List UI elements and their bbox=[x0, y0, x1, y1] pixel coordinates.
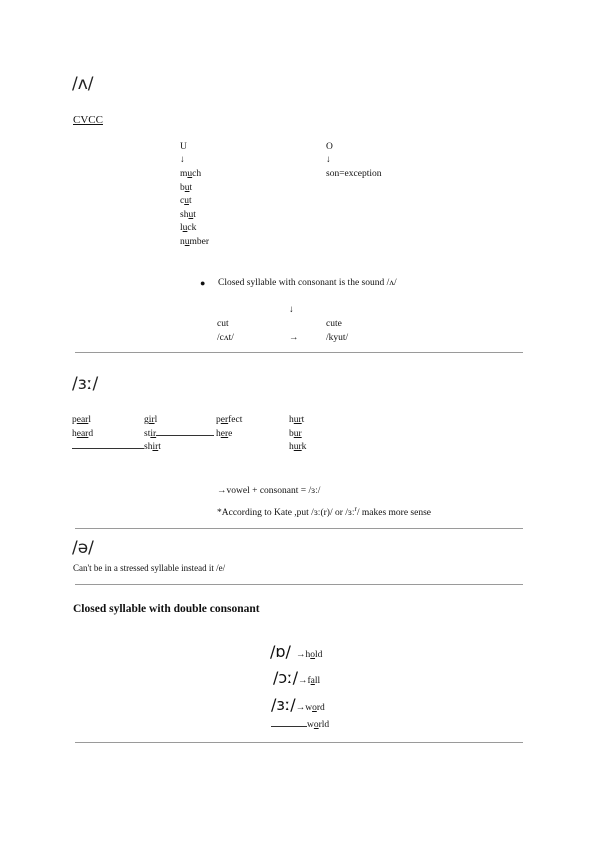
er-rule: →vowel + consonant = /ɜː/ bbox=[217, 486, 321, 496]
er-word bbox=[144, 442, 161, 452]
example-left-word: cut bbox=[217, 319, 229, 329]
u-word bbox=[180, 196, 192, 206]
double-consonant-line bbox=[270, 642, 322, 662]
er-word bbox=[216, 415, 242, 425]
er-word bbox=[72, 415, 91, 425]
u-word-post: t bbox=[189, 182, 193, 193]
last-word-post: rld bbox=[318, 720, 330, 730]
er-word-pre: h bbox=[216, 428, 221, 439]
section-title-a: /ʌ/ bbox=[72, 74, 94, 94]
example-right-word: cute bbox=[326, 319, 342, 329]
schwa-text: Can't be in a stressed syllable instead it /e/ bbox=[73, 563, 226, 573]
er-word-u: ur bbox=[293, 428, 302, 439]
u-word-pre: m bbox=[180, 169, 188, 179]
u-word-pre: n bbox=[180, 237, 185, 247]
er-word bbox=[289, 415, 304, 425]
er-word bbox=[289, 442, 306, 452]
word-pre: w bbox=[305, 703, 313, 713]
er-word-pre: b bbox=[289, 428, 294, 439]
divider-2 bbox=[75, 528, 523, 529]
er-word-post: l bbox=[154, 415, 158, 425]
er-word-u: ear bbox=[76, 415, 89, 425]
er-word bbox=[72, 429, 93, 439]
er-word-u: er bbox=[220, 428, 229, 439]
word-post: ld bbox=[315, 650, 323, 660]
er-note bbox=[217, 505, 431, 518]
example-right-ipa: /kyut/ bbox=[326, 333, 349, 343]
er-word bbox=[216, 429, 232, 439]
word-pre: f bbox=[307, 676, 311, 686]
bullet-text: Closed syllable with consonant is the sound /ʌ/ bbox=[218, 278, 397, 288]
er-note-post: / makes more sense bbox=[356, 508, 431, 519]
er-note-pre: *According to Kate ,put /ɜː(r)/ or /ɜː bbox=[217, 508, 355, 519]
er-word-pre: st bbox=[144, 428, 151, 439]
er-word bbox=[289, 429, 302, 439]
double-consonant-line bbox=[273, 668, 320, 688]
col-o-letter: O bbox=[326, 142, 333, 152]
word-post: ll bbox=[314, 676, 321, 686]
divider-1 bbox=[75, 352, 523, 353]
word-pre: h bbox=[305, 650, 311, 660]
divider-3 bbox=[75, 584, 523, 585]
ipa-label: /ɒ/ bbox=[270, 642, 297, 661]
down-arrow: ↓ bbox=[289, 305, 294, 315]
u-word-u: u bbox=[184, 237, 190, 247]
u-word-u: u bbox=[187, 169, 193, 179]
er-word-pre: h bbox=[72, 428, 77, 439]
word-post: rd bbox=[316, 703, 325, 713]
word-underlined: o bbox=[310, 650, 316, 660]
last-line bbox=[271, 720, 329, 730]
er-word-u: er bbox=[220, 415, 229, 425]
er-note-super: r bbox=[354, 505, 357, 513]
er-word-pre: p bbox=[72, 415, 77, 425]
u-word-pre: sh bbox=[180, 209, 189, 220]
divider-4 bbox=[75, 742, 523, 743]
er-word-post: l bbox=[88, 415, 91, 425]
er-word-post: d bbox=[88, 428, 94, 439]
u-word-post: t bbox=[188, 196, 192, 207]
col-o-arrow: ↓ bbox=[326, 155, 331, 165]
u-word-post: t bbox=[193, 209, 196, 220]
er-word-pre: sh bbox=[144, 442, 153, 453]
right-arrow: → bbox=[289, 333, 299, 343]
section-title-schwa: /ə/ bbox=[72, 538, 94, 558]
u-word-u: u bbox=[184, 196, 189, 207]
blank-line bbox=[72, 448, 144, 449]
section-title-er: /ɜː/ bbox=[72, 374, 99, 394]
er-word-post: k bbox=[301, 442, 307, 453]
blank-line bbox=[271, 726, 307, 727]
er-word-post: t bbox=[301, 415, 305, 425]
example-left-ipa: /cʌt/ bbox=[217, 333, 234, 343]
arrow: → bbox=[296, 650, 306, 660]
er-word-pre: p bbox=[216, 415, 221, 425]
blank-line bbox=[156, 435, 214, 436]
last-word-pre: w bbox=[307, 720, 314, 730]
ipa-label: /ɔː/ bbox=[273, 668, 298, 687]
arrow: → bbox=[295, 703, 306, 713]
arrow: → bbox=[297, 676, 308, 686]
u-word bbox=[180, 210, 196, 220]
u-word-pre: l bbox=[180, 223, 183, 234]
u-word-u: u bbox=[182, 223, 188, 234]
er-word-u: ur bbox=[293, 442, 302, 453]
er-word bbox=[72, 442, 144, 452]
double-consonant-heading: Closed syllable with double consonant bbox=[73, 603, 260, 615]
col-u-letter: U bbox=[180, 142, 187, 152]
word-underlined: o bbox=[312, 703, 317, 713]
er-word-u: ir bbox=[148, 415, 155, 425]
er-word-post: e bbox=[228, 428, 233, 439]
u-word bbox=[180, 169, 201, 179]
col-u-arrow: ↓ bbox=[180, 155, 185, 165]
er-word-u: ir bbox=[152, 442, 159, 453]
u-word bbox=[180, 183, 192, 193]
er-word bbox=[144, 429, 214, 439]
u-word-pre: b bbox=[180, 182, 185, 193]
col-o-word: son=exception bbox=[326, 169, 382, 179]
u-word-pre: c bbox=[180, 196, 185, 207]
er-word bbox=[144, 415, 157, 425]
u-word-u: u bbox=[184, 182, 190, 193]
er-word-u: ear bbox=[76, 428, 89, 439]
er-word-post: fect bbox=[228, 415, 243, 425]
u-word-post: mber bbox=[189, 237, 210, 247]
u-word-u: u bbox=[188, 209, 194, 220]
u-word-post: ck bbox=[187, 223, 197, 234]
er-word-pre: h bbox=[289, 442, 294, 453]
double-consonant-line bbox=[271, 695, 325, 715]
er-word-pre: h bbox=[289, 415, 294, 425]
u-word bbox=[180, 237, 209, 247]
bullet-dot: ● bbox=[200, 278, 206, 288]
er-word-u: ur bbox=[293, 415, 302, 425]
word-underlined: a bbox=[310, 676, 315, 686]
last-word-underlined: o bbox=[313, 720, 319, 730]
er-word-post: t bbox=[158, 442, 161, 453]
er-word-pre: g bbox=[144, 415, 149, 425]
u-word-post: ch bbox=[192, 169, 202, 179]
pattern-label: CVCC bbox=[73, 114, 103, 126]
u-word bbox=[180, 223, 196, 233]
ipa-label: /ɜː/ bbox=[271, 695, 296, 714]
er-word-u: ir bbox=[150, 428, 157, 439]
